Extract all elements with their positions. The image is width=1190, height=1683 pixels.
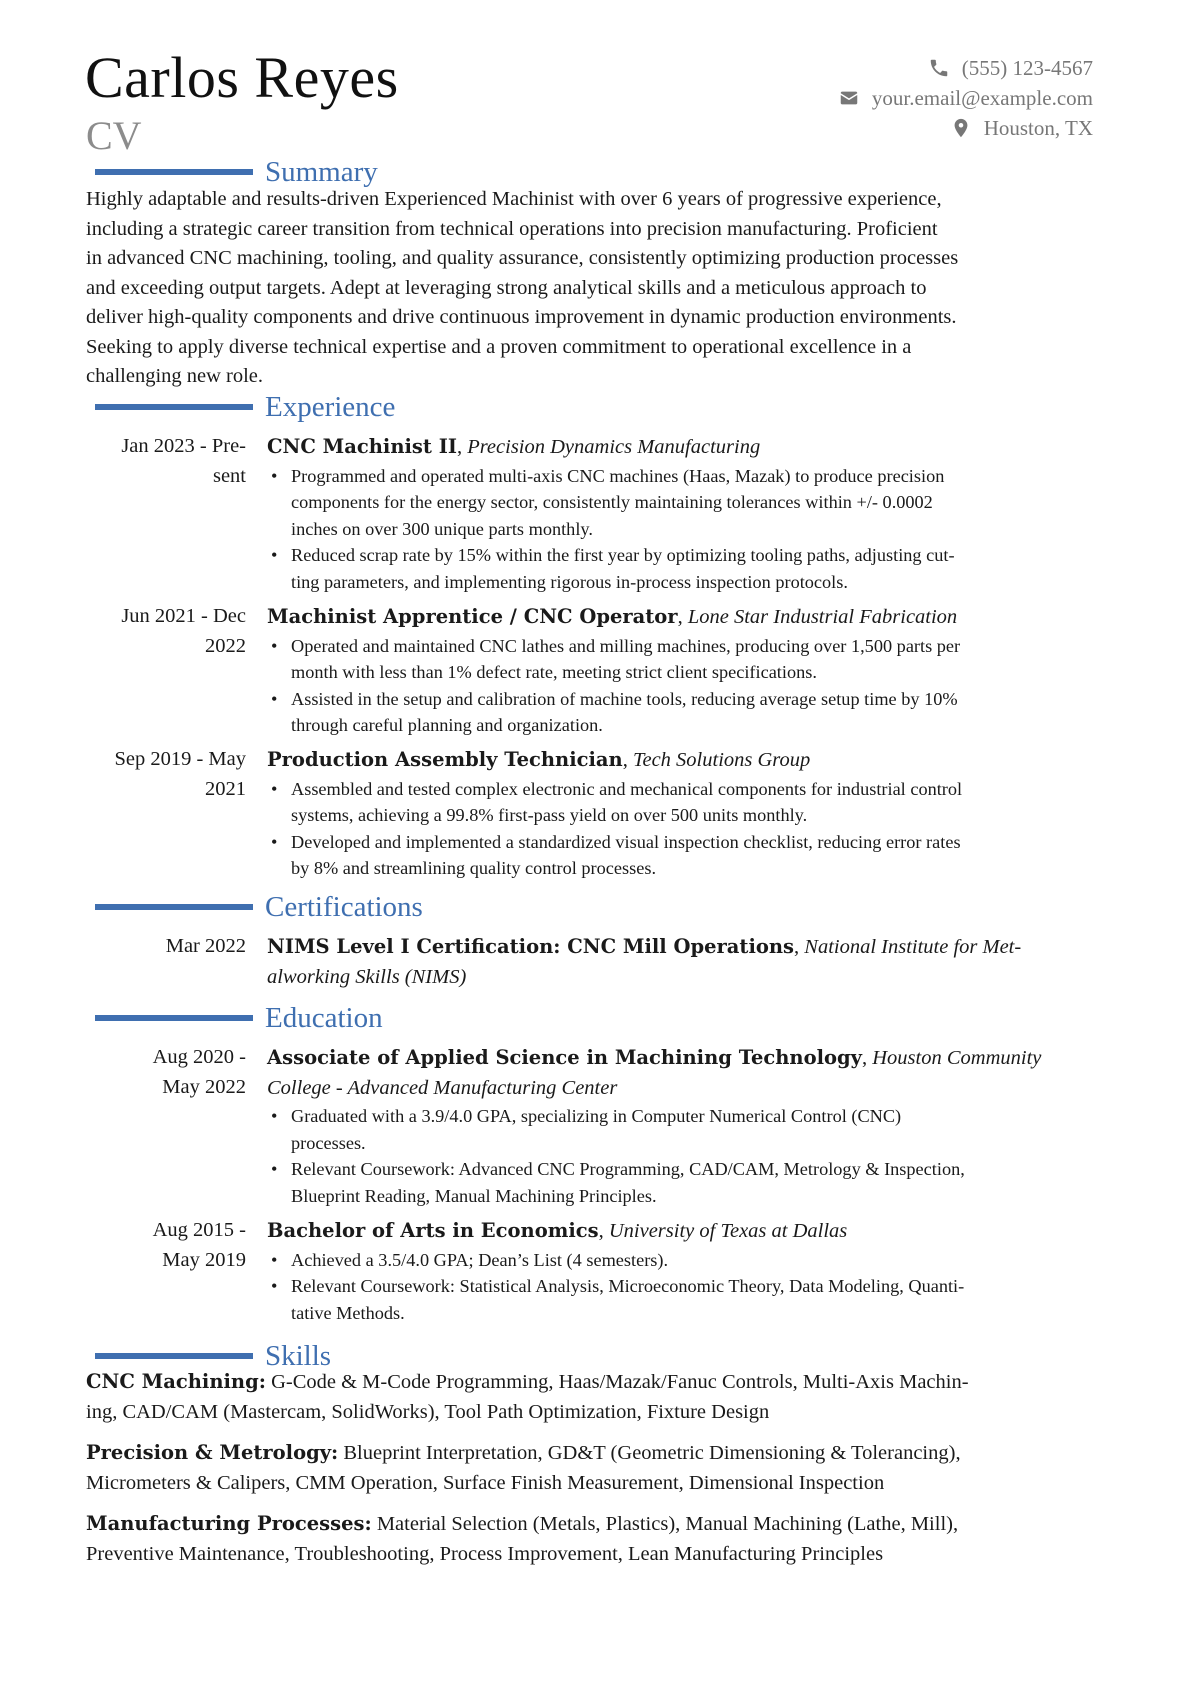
entry-bullets	[267, 463, 1117, 596]
entry-role: Bachelor of Arts in Economics	[267, 1219, 599, 1242]
skill-text: G-Code & M-Code Programming, Haas/Mazak/Fanuc Controls, Multi-Axis Machin-	[265, 1371, 969, 1393]
phone-icon	[928, 57, 950, 79]
entry-role: NIMS Level I Certification: CNC Mill Operations	[267, 935, 795, 958]
summary-line: challenging new role.	[86, 365, 264, 387]
date-line: Mar 2022	[165, 935, 246, 957]
skill-category: CNC Machining:	[86, 1370, 266, 1393]
section-certifications-heading	[95, 888, 423, 926]
entry-organization: Tech Solutions Group	[632, 749, 811, 771]
entry-organization: National Institute for Met-	[804, 936, 1022, 958]
summary-line: and exceeding output targets. Adept at leveraging strong analytical skills and a meticulous approach to	[86, 276, 927, 299]
entry-role: Production Assembly Technician	[267, 748, 623, 771]
candidate-name: Carlos Reyes	[85, 45, 399, 110]
entry-date	[86, 745, 246, 804]
skill-text: Blueprint Interpretation, GD&T (Geometric Dimensioning & Tolerancing),	[338, 1442, 961, 1464]
section-accent-bar	[95, 169, 253, 175]
bullet-item: • Programmed and operated multi-axis CNC machines (Haas, Mazak) to produce precision components for the energy sector, consistently maintaining tolerances within +/- 0.0002 inches on over 300 unique parts monthly.	[267, 463, 1117, 543]
entry-organization: Houston Community	[872, 1047, 1042, 1069]
section-title: Experience	[265, 391, 396, 423]
section-title: Education	[265, 1002, 383, 1034]
date-line: 2021	[205, 777, 246, 800]
date-line: Sep 2019 - May	[114, 748, 246, 770]
date-line: Jan 2023 - Pre-	[121, 435, 246, 457]
contact-location	[838, 113, 1093, 143]
section-experience-heading	[95, 388, 395, 426]
envelope-icon	[838, 87, 860, 109]
skill-category: Precision & Metrology:	[86, 1441, 339, 1464]
skill-group	[86, 1367, 1121, 1427]
summary-line: Highly adaptable and results-driven Experienced Machinist with over 6 years of progressive experience,	[86, 188, 942, 210]
section-accent-bar	[95, 1353, 253, 1359]
entry-body	[267, 1216, 1117, 1326]
entry-role: Associate of Applied Science in Machining Technology	[267, 1046, 862, 1069]
skill-line: Preventive Maintenance, Troubleshooting, Process Improvement, Lean Manufacturing Principles	[86, 1542, 884, 1565]
skill-line	[86, 1509, 1121, 1540]
entry-heading: Associate of Applied Science in Machining Technology, Houston Community	[267, 1046, 1042, 1069]
skill-group	[86, 1438, 1121, 1498]
entry-role: Machinist Apprentice / CNC Operator	[267, 605, 678, 628]
contact-email[interactable]	[838, 83, 1093, 113]
section-accent-bar	[95, 1015, 253, 1021]
summary-paragraph	[86, 185, 1121, 392]
section-title: Certifications	[265, 891, 423, 923]
entry-organization: College - Advanced Manufacturing Center	[267, 1076, 618, 1099]
entry-date	[86, 932, 246, 962]
bullet-item: • Developed and implemented a standardized visual inspection checklist, reducing error rates by 8% and streamlining quality control processes.	[267, 829, 1117, 882]
entry-body	[267, 932, 1117, 992]
entry-heading: NIMS Level I Certification: CNC Mill Operations, National Institute for Met-	[267, 935, 1022, 958]
date-line: sent	[212, 464, 246, 487]
bullet-item: • Assisted in the setup and calibration of machine tools, reducing average setup time by 10% through careful planning and organization.	[267, 686, 1117, 739]
section-title: Skills	[265, 1340, 332, 1372]
section-title: Summary	[265, 156, 378, 188]
entry-heading: Bachelor of Arts in Economics, University of Texas at Dallas	[267, 1219, 848, 1242]
skill-group	[86, 1509, 1121, 1569]
entry-body	[267, 1043, 1117, 1209]
location-pin-icon	[950, 117, 972, 139]
contact-location-text: Houston, TX	[983, 115, 1093, 140]
contact-phone[interactable]	[838, 53, 1093, 83]
skill-text: Material Selection (Metals, Plastics), Manual Machining (Lathe, Mill),	[371, 1513, 959, 1535]
date-line: Aug 2020 -	[152, 1046, 246, 1068]
entry-role: CNC Machinist II	[267, 435, 457, 458]
entry-bullets	[267, 1103, 1117, 1209]
entry-date	[86, 1216, 246, 1275]
section-education-heading	[95, 999, 383, 1037]
skill-line	[86, 1438, 1121, 1469]
entry-organization: alworking Skills (NIMS)	[267, 965, 467, 988]
entry-heading: CNC Machinist II, Precision Dynamics Manufacturing	[267, 435, 761, 458]
entry-bullets	[267, 633, 1117, 739]
entry-heading-continued	[267, 963, 1117, 993]
bullet-item: • Achieved a 3.5/4.0 GPA; Dean’s List (4 semesters).	[267, 1247, 1117, 1274]
entry-date	[86, 1043, 246, 1102]
entry-bullets	[267, 776, 1117, 882]
skill-category: Manufacturing Processes:	[86, 1512, 372, 1535]
entry-date	[86, 432, 246, 491]
summary-line: deliver high-quality components and drive continuous improvement in dynamic production environments.	[86, 306, 957, 328]
section-accent-bar	[95, 404, 253, 410]
contact-phone-text: (555) 123-4567	[961, 55, 1093, 80]
contact-block	[838, 53, 1093, 143]
skill-line: ing, CAD/CAM (Mastercam, SolidWorks), Tool Path Optimization, Fixture Design	[86, 1400, 770, 1423]
entry-bullets	[267, 1247, 1117, 1327]
date-line: Aug 2015 -	[152, 1219, 246, 1241]
section-accent-bar	[95, 904, 253, 910]
entry-organization: Lone Star Industrial Fabrication	[687, 606, 958, 628]
contact-email-text: your.email@example.com	[871, 85, 1093, 110]
date-line: Jun 2021 - Dec	[121, 605, 246, 627]
entry-date	[86, 602, 246, 661]
date-line: May 2019	[162, 1248, 246, 1271]
date-line: 2022	[205, 634, 246, 657]
summary-line: including a strategic career transition from technical operations into precision manufacturing. Proficient	[86, 217, 938, 240]
entry-organization: University of Texas at Dallas	[608, 1220, 848, 1242]
bullet-item: • Graduated with a 3.9/4.0 GPA, specializing in Computer Numerical Control (CNC) processes.	[267, 1103, 1117, 1156]
skill-line	[86, 1367, 1121, 1398]
entry-heading: Production Assembly Technician, Tech Solutions Group	[267, 748, 811, 771]
entry-heading-continued	[267, 1074, 1117, 1104]
bullet-item: • Relevant Coursework: Statistical Analysis, Microeconomic Theory, Data Modeling, Quanti- tative Methods.	[267, 1273, 1117, 1326]
date-line: May 2022	[162, 1075, 246, 1098]
skill-line: Micrometers & Calipers, CMM Operation, Surface Finish Measurement, Dimensional Inspection	[86, 1471, 885, 1494]
entry-heading: Machinist Apprentice / CNC Operator, Lone Star Industrial Fabrication	[267, 605, 958, 628]
entry-body	[267, 745, 1117, 882]
bullet-item: • Relevant Coursework: Advanced CNC Programming, CAD/CAM, Metrology & Inspection, Blueprint Reading, Manual Machining Principles.	[267, 1156, 1117, 1209]
entry-organization: Precision Dynamics Manufacturing	[467, 436, 761, 458]
bullet-item: • Assembled and tested complex electronic and mechanical components for industrial control systems, achieving a 99.8% first-pass yield on over 500 units monthly.	[267, 776, 1117, 829]
bullet-item: • Operated and maintained CNC lathes and milling machines, producing over 1,500 parts per month with less than 1% defect rate, meeting strict client specifications.	[267, 633, 1117, 686]
bullet-item: • Reduced scrap rate by 15% within the first year by optimizing tooling paths, adjusting cut- ting parameters, and implementing rigorous in-process inspection protocols.	[267, 542, 1117, 595]
document-label: CV	[86, 113, 142, 158]
summary-line: Seeking to apply diverse technical expertise and a proven commitment to operational excellence in a	[86, 335, 912, 358]
entry-body	[267, 432, 1117, 595]
entry-body	[267, 602, 1117, 739]
summary-line: in advanced CNC machining, tooling, and quality assurance, consistently optimizing production processes	[86, 247, 959, 269]
